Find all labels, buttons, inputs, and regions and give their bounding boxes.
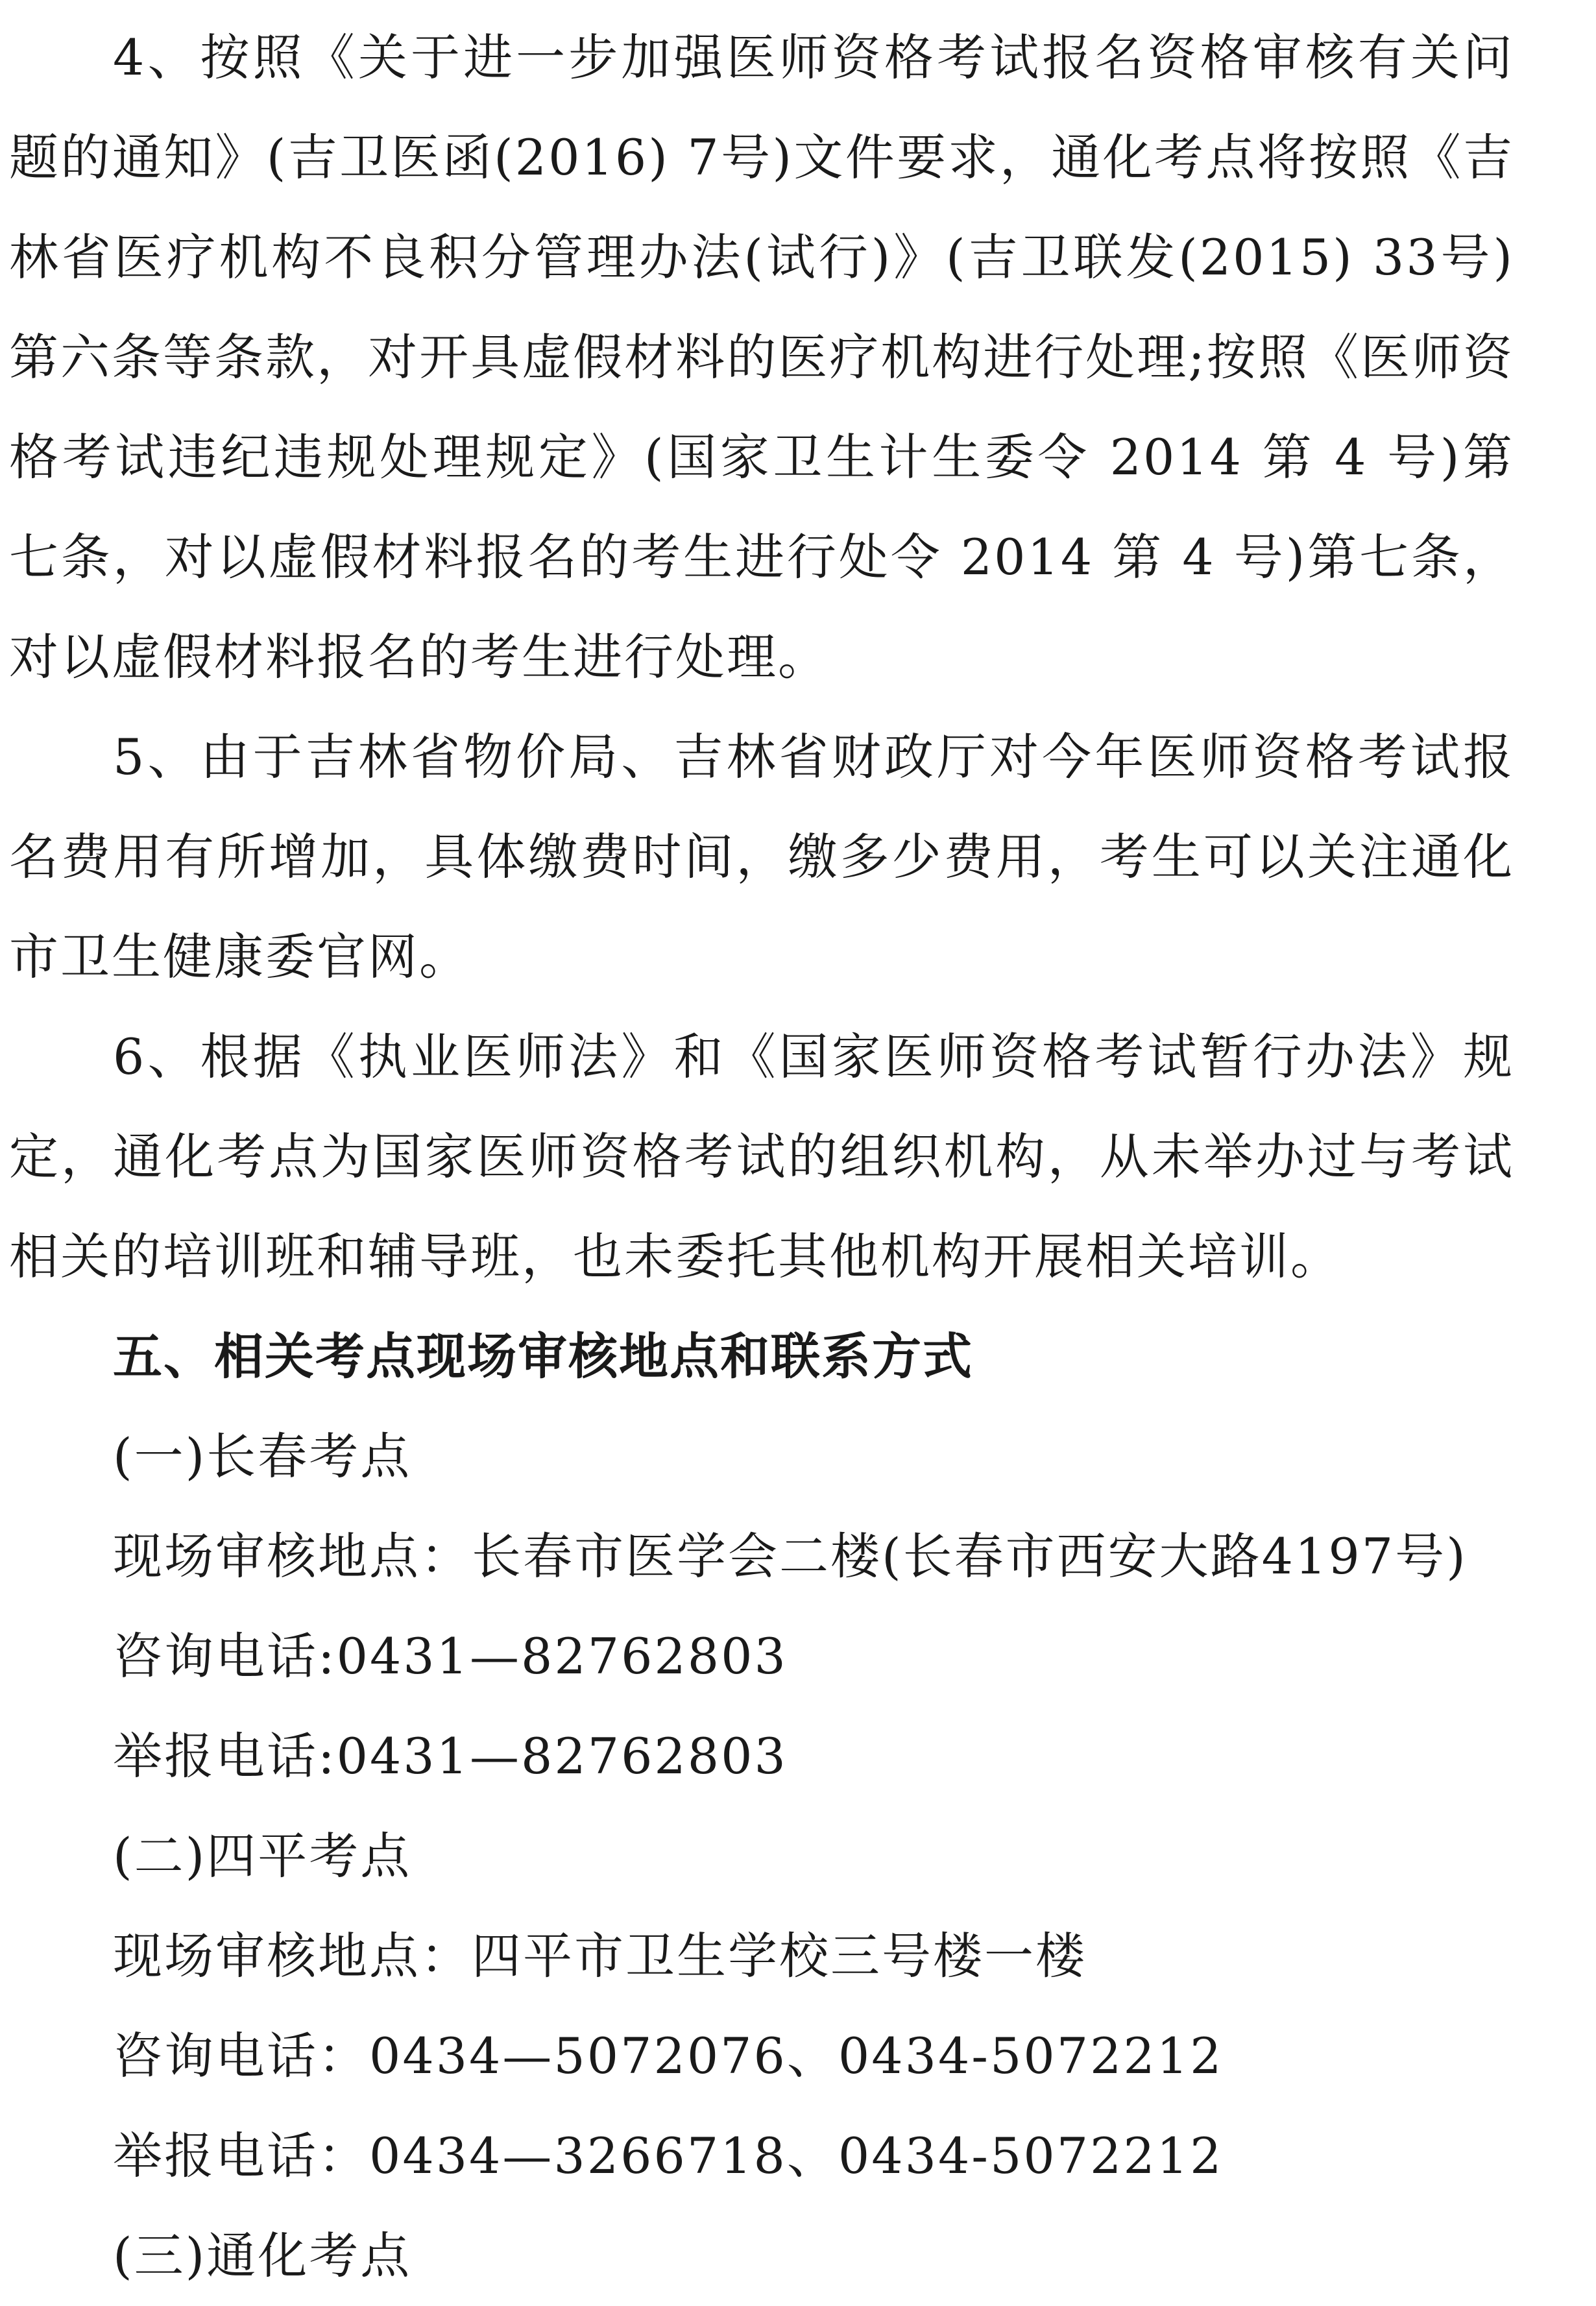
- paragraph-item-5: 5、由于吉林省物价局、吉林省财政厅对今年医师资格考试报名费用有所增加，具体缴费时间，缴多少费用，考生可以关注通化市卫生健康委官网。: [9, 728, 1514, 986]
- siping-report-phone: 举报电话：0434—3266718、0434-5072212: [113, 2127, 1224, 2185]
- tonghua-title: (三)通化考点: [113, 2227, 412, 2285]
- paragraph-item-4: 4、按照《关于进一步加强医师资格考试报名资格审核有关问题的通知》(吉卫医函(2016) 7号)文件要求，通化考点将按照《吉林省医疗机构不良积分管理办法(试行)》(吉卫联发(2015) 33号)第六条等条款，对开具虚假材料的医疗机构进行处理;按照《医师资格考试违纪违规处理规定》(国家卫生计生委令 2014 第 4 号)第七条，对以虚假材料报名的考生进行处令 2014 第 4 号)第七条，对以虚假材料报名的考生进行处理。: [9, 29, 1514, 686]
- changchun-title: (一)长春考点: [113, 1427, 412, 1485]
- document-page: [9, 0, 1514, 2306]
- siping-address: 现场审核地点：四平市卫生学校三号楼一楼: [113, 1927, 1087, 1985]
- siping-consult-phone: 咨询电话：0434—5072076、0434-5072212: [113, 2027, 1224, 2085]
- siping-title: (二)四平考点: [113, 1827, 412, 1885]
- paragraph-item-6: 6、根据《执业医师法》和《国家医师资格考试暂行办法》规定，通化考点为国家医师资格考试的组织机构，从未举办过与考试相关的培训班和辅导班，也未委托其他机构开展相关培训。: [9, 1028, 1514, 1285]
- changchun-consult-phone: 咨询电话:0431—82762803: [113, 1627, 788, 1685]
- section-heading: 五、相关考点现场审核地点和联系方式: [113, 1328, 973, 1385]
- changchun-address: 现场审核地点：长春市医学会二楼(长春市西安大路4197号): [113, 1527, 1468, 1585]
- changchun-report-phone: 举报电话:0431—82762803: [113, 1727, 788, 1785]
